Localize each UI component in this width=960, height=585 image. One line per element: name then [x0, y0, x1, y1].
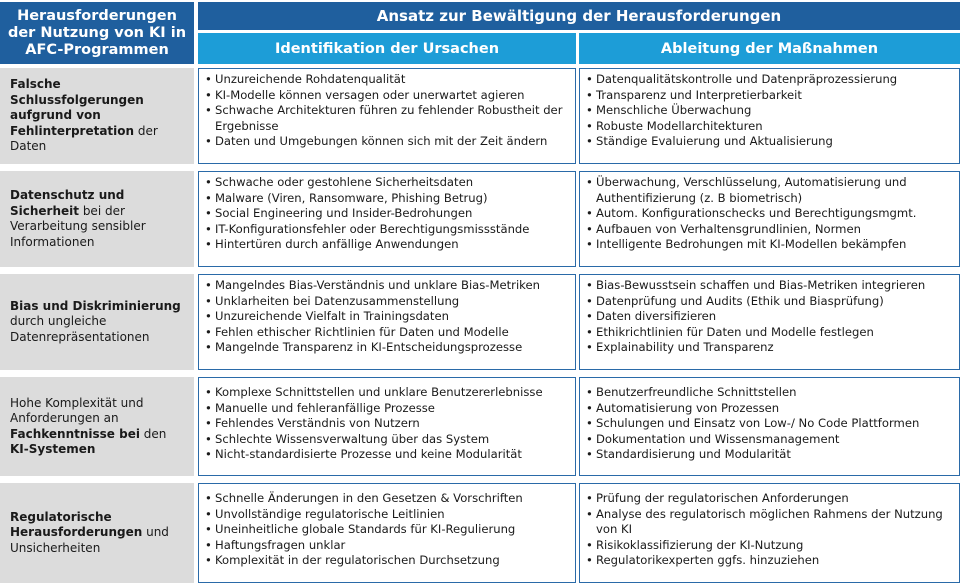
list-item: • Datenqualitätskontrolle und Datenpräprozessierung — [586, 72, 953, 88]
list-item: • Explainability und Transparenz — [586, 340, 953, 356]
list-item: • Analyse des regulatorisch möglichen Rahmens der Nutzung von KI — [586, 507, 953, 538]
list-item: • Mangelndes Bias-Verständnis und unklare Bias-Metriken — [205, 278, 569, 294]
list-item: • Überwachung, Verschlüsselung, Automatisierung und Authentifizierung (z. B biometrisch) — [586, 175, 953, 206]
list-item: • Risikoklassifizierung der KI-Nutzung — [586, 538, 953, 554]
causes-cell-2 — [198, 171, 576, 267]
list-item: • Schlechte Wissensverwaltung über das System — [205, 432, 569, 448]
header-challenges: Herausforderungen der Nutzung von KI in AFC-Programmen — [0, 2, 194, 64]
list-item: • Transparenz und Interpretierbarkeit — [586, 88, 953, 104]
list-item: • Benutzerfreundliche Schnittstellen — [586, 385, 953, 401]
list-item: • Robuste Modellarchitekturen — [586, 119, 953, 135]
list-item: • Intelligente Bedrohungen mit KI-Modellen bekämpfen — [586, 237, 953, 253]
list-item: • Nicht-standardisierte Prozesse und keine Modularität — [205, 447, 569, 463]
row-label-4: Hohe Komplexität und Anforderungen an Fachkenntnisse bei den KI-Systemen — [0, 377, 194, 476]
list-item: • Automatisierung von Prozessen — [586, 401, 953, 417]
causes-cell-5 — [198, 483, 576, 583]
list-item: • Autom. Konfigurationschecks und Berechtigungsmgmt. — [586, 206, 953, 222]
measures-cell-2 — [579, 171, 960, 267]
causes-cell-3 — [198, 274, 576, 370]
measures-cell-4 — [579, 377, 960, 476]
list-item: • Malware (Viren, Ransomware, Phishing Betrug) — [205, 191, 569, 207]
list-item: • Unzureichende Rohdatenqualität — [205, 72, 569, 88]
list-item: • Prüfung der regulatorischen Anforderungen — [586, 491, 953, 507]
header-approach: Ansatz zur Bewältigung der Herausforderungen — [198, 2, 960, 30]
list-item: • Standardisierung und Modularität — [586, 447, 953, 463]
list-item: • Social Engineering und Insider-Bedrohungen — [205, 206, 569, 222]
causes-cell-4 — [198, 377, 576, 476]
list-item: • Daten und Umgebungen können sich mit der Zeit ändern — [205, 134, 569, 150]
list-item: • Schwache oder gestohlene Sicherheitsdaten — [205, 175, 569, 191]
row-label-5: Regulatorische Herausforderungen und Unsicherheiten — [0, 483, 194, 583]
list-item: • Schulungen und Einsatz von Low-/ No Code Plattformen — [586, 416, 953, 432]
list-item: • Ständige Evaluierung und Aktualisierung — [586, 134, 953, 150]
list-item: • Regulatorikexperten ggfs. hinzuziehen — [586, 553, 953, 569]
measures-cell-3 — [579, 274, 960, 370]
list-item: • Hintertüren durch anfällige Anwendungen — [205, 237, 569, 253]
header-measures: Ableitung der Maßnahmen — [579, 33, 960, 64]
header-causes: Identifikation der Ursachen — [198, 33, 576, 64]
list-item: • Haftungsfragen unklar — [205, 538, 569, 554]
row-label-1: Falsche Schlussfolgerungen aufgrund von Fehlinterpretation der Daten — [0, 68, 194, 164]
list-item: • Unvollständige regulatorische Leitlinien — [205, 507, 569, 523]
list-item: • Schwache Architekturen führen zu fehlender Robustheit der Ergebnisse — [205, 103, 569, 134]
list-item: • Bias-Bewusstsein schaffen und Bias-Metriken integrieren — [586, 278, 953, 294]
list-item: • Dokumentation und Wissensmanagement — [586, 432, 953, 448]
list-item: • KI-Modelle können versagen oder unerwartet agieren — [205, 88, 569, 104]
list-item: • IT-Konfigurationsfehler oder Berechtigungsmissstände — [205, 222, 569, 238]
list-item: • Uneinheitliche globale Standards für KI-Regulierung — [205, 522, 569, 538]
list-item: • Mangelnde Transparenz in KI-Entscheidungsprozesse — [205, 340, 569, 356]
list-item: • Manuelle und fehleranfällige Prozesse — [205, 401, 569, 417]
list-item: • Komplexe Schnittstellen und unklare Benutzererlebnisse — [205, 385, 569, 401]
list-item: • Datenprüfung und Audits (Ethik und Biasprüfung) — [586, 294, 953, 310]
list-item: • Fehlen ethischer Richtlinien für Daten und Modelle — [205, 325, 569, 341]
row-label-2: Datenschutz und Sicherheit bei der Verarbeitung sensibler Informationen — [0, 171, 194, 267]
list-item: • Daten diversifizieren — [586, 309, 953, 325]
list-item: • Ethikrichtlinien für Daten und Modelle festlegen — [586, 325, 953, 341]
list-item: • Unklarheiten bei Datenzusammenstellung — [205, 294, 569, 310]
causes-cell-1 — [198, 68, 576, 164]
measures-cell-1 — [579, 68, 960, 164]
list-item: • Komplexität in der regulatorischen Durchsetzung — [205, 553, 569, 569]
list-item: • Unzureichende Vielfalt in Trainingsdaten — [205, 309, 569, 325]
list-item: • Aufbauen von Verhaltensgrundlinien, Normen — [586, 222, 953, 238]
list-item: • Menschliche Überwachung — [586, 103, 953, 119]
row-label-3: Bias und Diskriminierung durch ungleiche Datenrepräsentationen — [0, 274, 194, 370]
measures-cell-5 — [579, 483, 960, 583]
list-item: • Fehlendes Verständnis von Nutzern — [205, 416, 569, 432]
list-item: • Schnelle Änderungen in den Gesetzen & Vorschriften — [205, 491, 569, 507]
